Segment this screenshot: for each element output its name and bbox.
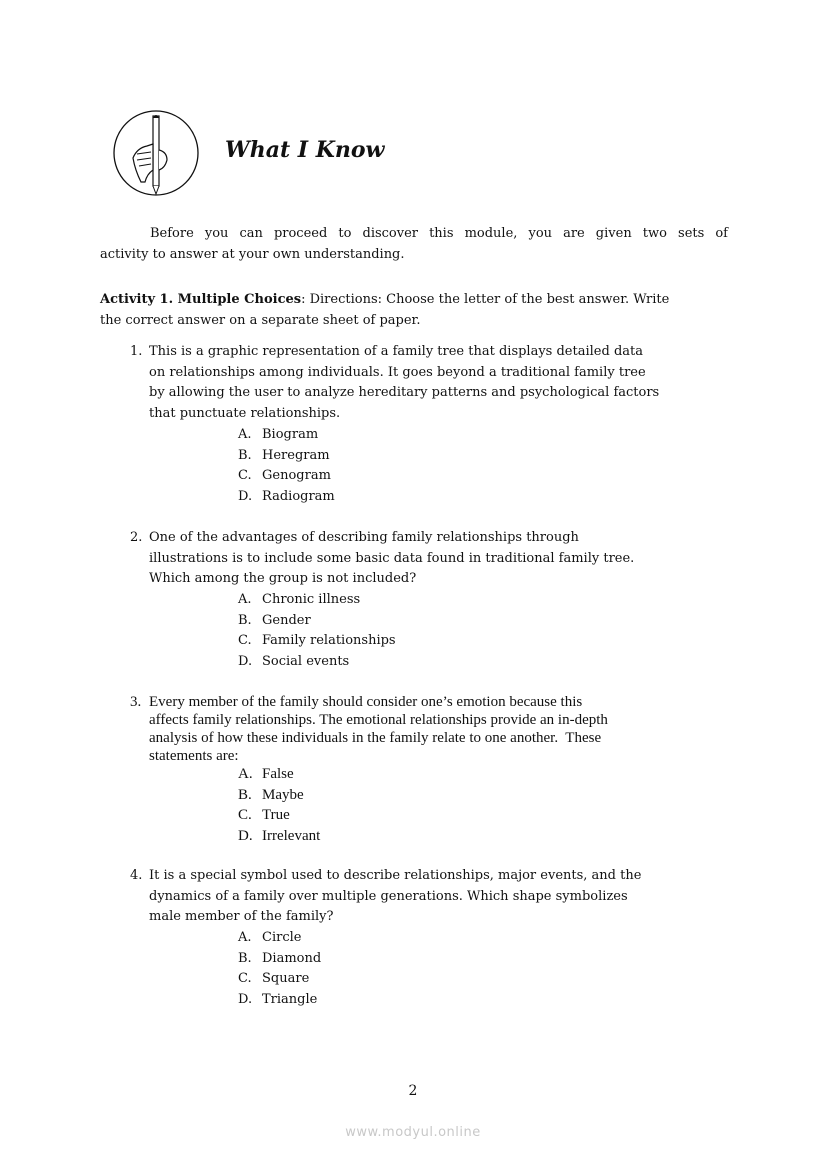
option-letter: B. [238, 447, 252, 463]
option-text: Irrelevant [262, 827, 321, 844]
question-number: 2. [130, 530, 143, 545]
option-letter: D. [238, 827, 253, 844]
question-text-line: statements are: [149, 748, 239, 764]
question-text-line: male member of the family? [149, 909, 334, 925]
question-text-line: by allowing the user to analyze hereditary patterns and psychological factors [149, 385, 660, 401]
question-text-line: that punctuate relationships. [149, 405, 341, 421]
question-text-line: illustrations is to include some basic data found in traditional family tree. [149, 550, 635, 566]
option-letter: C. [238, 468, 252, 484]
option-letter: A. [238, 427, 252, 442]
intro-line: activity to answer at your own understanding. [100, 247, 405, 262]
question-text-line: This is a graphic representation of a family tree that displays detailed data [149, 344, 643, 359]
option-letter: B. [238, 950, 252, 966]
option-text: Chronic illness [262, 592, 361, 607]
option-letter: B. [238, 786, 252, 803]
option-text: Triangle [262, 991, 318, 1007]
option-letter: C. [238, 633, 252, 649]
option-text: Radiogram [262, 488, 335, 504]
activity-line: the correct answer on a separate sheet of paper. [100, 313, 421, 328]
question-text-line: It is a special symbol used to describe relationships, major events, and the [149, 868, 642, 883]
option-text: False [262, 766, 294, 782]
watermark: www.modyul.online [345, 1125, 481, 1140]
option-letter: D. [238, 991, 253, 1007]
option-letter: C. [238, 971, 252, 987]
activity-line [100, 290, 669, 310]
question-text-line: on relationships among individuals. It goes beyond a traditional family tree [149, 364, 646, 380]
question-text-line: dynamics of a family over multiple generations. Which shape symbolizes [149, 888, 628, 904]
question-number: 1. [130, 344, 143, 359]
option-letter: A. [238, 930, 252, 945]
page-title: What I Know [225, 137, 385, 163]
question-number: 4. [130, 868, 143, 883]
option-text: Maybe [262, 786, 304, 803]
activity-label: Activity 1. Multiple Choices [100, 292, 302, 307]
option-letter: C. [238, 807, 252, 824]
question-text-line: One of the advantages of describing family relationships through [149, 530, 579, 545]
option-text: Social events [262, 653, 350, 669]
option-letter: A. [238, 766, 253, 782]
option-text: Square [262, 971, 310, 987]
option-text: Diamond [262, 950, 322, 966]
intro-line: Before you can proceed to discover this module, you are given two sets of [150, 226, 728, 241]
option-letter: D. [238, 488, 253, 504]
option-letter: D. [238, 653, 253, 669]
question-text-line: affects family relationships. The emotional relationships provide an in-depth [149, 712, 608, 728]
option-text: Biogram [262, 427, 319, 442]
option-letter: A. [238, 592, 252, 607]
question-text-line: Which among the group is not included? [149, 571, 417, 587]
page-number: 2 [408, 1083, 418, 1099]
option-text: True [262, 807, 290, 824]
option-text: Heregram [262, 447, 330, 463]
option-letter: B. [238, 612, 252, 628]
option-text: Family relationships [262, 633, 396, 649]
question-text-line: analysis of how these individuals in the family relate to one another. These [149, 730, 602, 746]
hand-holding-pencil-icon [111, 108, 201, 198]
activity-directions-text: : Directions: Choose the letter of the best answer. Write [301, 292, 670, 307]
question-text-line: Every member of the family should consider one’s emotion because this [149, 694, 583, 710]
option-text: Genogram [262, 468, 331, 484]
question-number: 3. [130, 694, 142, 710]
option-text: Gender [262, 612, 311, 628]
option-text: Circle [262, 930, 302, 945]
